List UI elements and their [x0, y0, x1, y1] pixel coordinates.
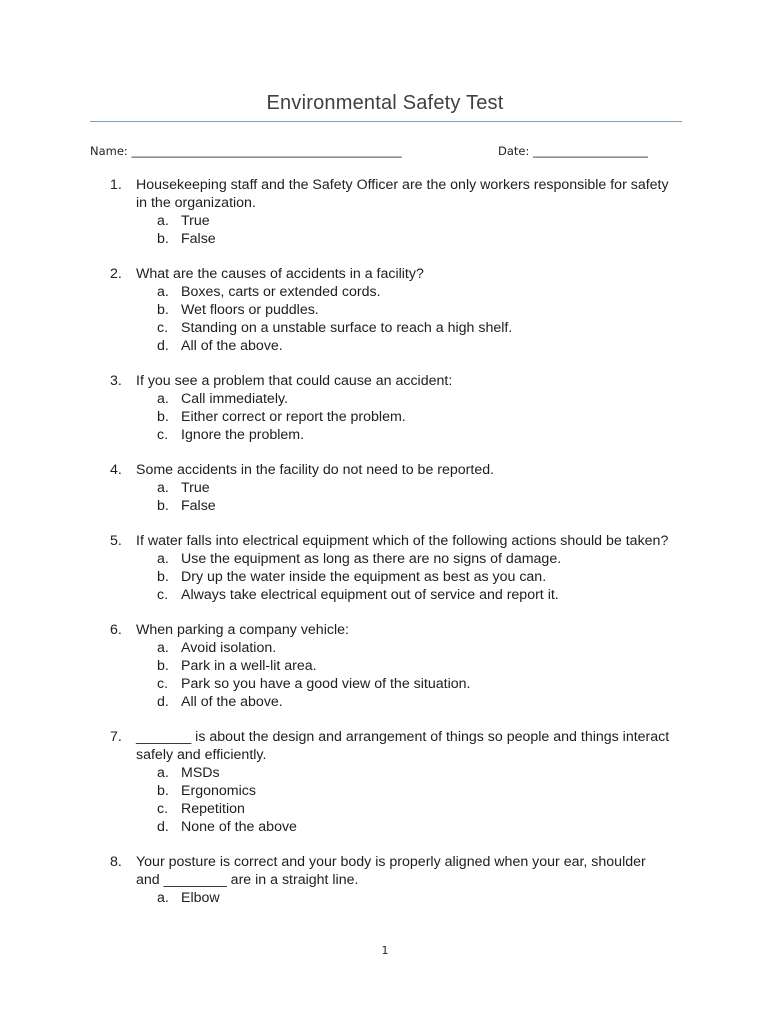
option-list	[136, 283, 670, 355]
option-text: Park in a well-lit area.	[181, 658, 317, 674]
option-letter: c.	[157, 801, 169, 817]
question-list	[110, 176, 670, 924]
question-number: 7.	[110, 729, 122, 745]
option-text: Call immediately.	[181, 391, 288, 407]
option-text: Standing on a unstable surface to reach a high shelf.	[181, 320, 513, 336]
page-title: Environmental Safety Test	[266, 92, 504, 114]
option-list	[136, 479, 670, 515]
option-letter: b.	[157, 231, 169, 247]
question-text: What are the causes of accidents in a facility?	[136, 266, 424, 282]
option	[136, 800, 670, 818]
option-letter: a.	[157, 213, 169, 229]
option	[136, 212, 670, 230]
option	[136, 782, 670, 800]
option-text: Ignore the problem.	[181, 427, 305, 443]
option-letter: c.	[157, 676, 169, 692]
option-letter: d.	[157, 819, 169, 835]
question-number: 4.	[110, 462, 122, 478]
option-text: Boxes, carts or extended cords.	[181, 284, 381, 300]
question-text: Your posture is correct and your body is properly aligned when your ear, shoulder and ________ are in a straight line.	[136, 854, 646, 888]
question-number: 6.	[110, 622, 122, 638]
option-text: Dry up the water inside the equipment as best as you can.	[181, 569, 547, 585]
question-4	[110, 461, 670, 515]
option	[136, 657, 670, 675]
question-number: 3.	[110, 373, 122, 389]
option-letter: c.	[157, 320, 169, 336]
question-1	[110, 176, 670, 248]
option-text: Repetition	[181, 801, 245, 817]
option-list	[136, 764, 670, 836]
option-list	[136, 639, 670, 711]
option-text: Wet floors or puddles.	[181, 302, 319, 318]
option-letter: b.	[157, 783, 169, 799]
page-number: 1	[381, 944, 389, 957]
question-number: 2.	[110, 266, 122, 282]
option-text: False	[181, 231, 216, 247]
option-letter: c.	[157, 427, 169, 443]
option-letter: b.	[157, 658, 169, 674]
option-text: True	[181, 213, 210, 229]
option	[136, 283, 670, 301]
option	[136, 390, 670, 408]
option-letter: d.	[157, 338, 169, 354]
question-number: 8.	[110, 854, 122, 870]
option-text: Park so you have a good view of the situation.	[181, 676, 471, 692]
option-text: True	[181, 480, 210, 496]
option	[136, 675, 670, 693]
option-letter: d.	[157, 694, 169, 710]
question-number: 5.	[110, 533, 122, 549]
option-text: All of the above.	[181, 694, 283, 710]
option-letter: b.	[157, 498, 169, 514]
option-letter: b.	[157, 302, 169, 318]
option-letter: b.	[157, 409, 169, 425]
option	[136, 639, 670, 657]
option	[136, 319, 670, 337]
option-letter: b.	[157, 569, 169, 585]
option-list	[136, 212, 670, 248]
question-text: _______ is about the design and arrangement of things so people and things interact safely and efficiently.	[136, 729, 670, 763]
option-text: Always take electrical equipment out of service and report it.	[181, 587, 559, 603]
option	[136, 693, 670, 711]
question-text: Housekeeping staff and the Safety Officer are the only workers responsible for safety in the organization.	[136, 177, 669, 211]
option-text: False	[181, 498, 216, 514]
question-text: When parking a company vehicle:	[136, 622, 349, 638]
question-number: 1.	[110, 177, 122, 193]
name-field: Name: _______________________________________________	[90, 144, 402, 158]
option	[136, 889, 670, 907]
option-list	[136, 889, 670, 907]
question-7	[110, 728, 670, 836]
option-letter: a.	[157, 551, 169, 567]
date-field: Date: ____________________	[498, 144, 649, 158]
option	[136, 426, 670, 444]
option-text: Use the equipment as long as there are no signs of damage.	[181, 551, 562, 567]
option	[136, 479, 670, 497]
option	[136, 337, 670, 355]
option	[136, 818, 670, 836]
option-letter: a.	[157, 480, 169, 496]
option	[136, 764, 670, 782]
option	[136, 230, 670, 248]
question-text: If you see a problem that could cause an accident:	[136, 373, 453, 389]
question-8	[110, 853, 670, 907]
option	[136, 408, 670, 426]
option-text: Ergonomics	[181, 783, 256, 799]
question-3	[110, 372, 670, 444]
question-text: If water falls into electrical equipment which of the following actions should be taken?	[136, 533, 669, 549]
option-text: MSDs	[181, 765, 220, 781]
option-letter: c.	[157, 587, 169, 603]
option-text: All of the above.	[181, 338, 283, 354]
question-5	[110, 532, 670, 604]
option-text: Avoid isolation.	[181, 640, 277, 656]
option-letter: a.	[157, 765, 169, 781]
option	[136, 550, 670, 568]
question-2	[110, 265, 670, 355]
option-letter: a.	[157, 890, 169, 906]
option-letter: a.	[157, 640, 169, 656]
option	[136, 586, 670, 604]
question-text: Some accidents in the facility do not need to be reported.	[136, 462, 495, 478]
option-list	[136, 550, 670, 604]
question-6	[110, 621, 670, 711]
option-text: Either correct or report the problem.	[181, 409, 406, 425]
option	[136, 301, 670, 319]
option-text: Elbow	[181, 890, 220, 906]
option-text: None of the above	[181, 819, 297, 835]
option-letter: a.	[157, 391, 169, 407]
option	[136, 497, 670, 515]
option-letter: a.	[157, 284, 169, 300]
title-underline	[90, 121, 682, 122]
option-list	[136, 390, 670, 444]
option	[136, 568, 670, 586]
